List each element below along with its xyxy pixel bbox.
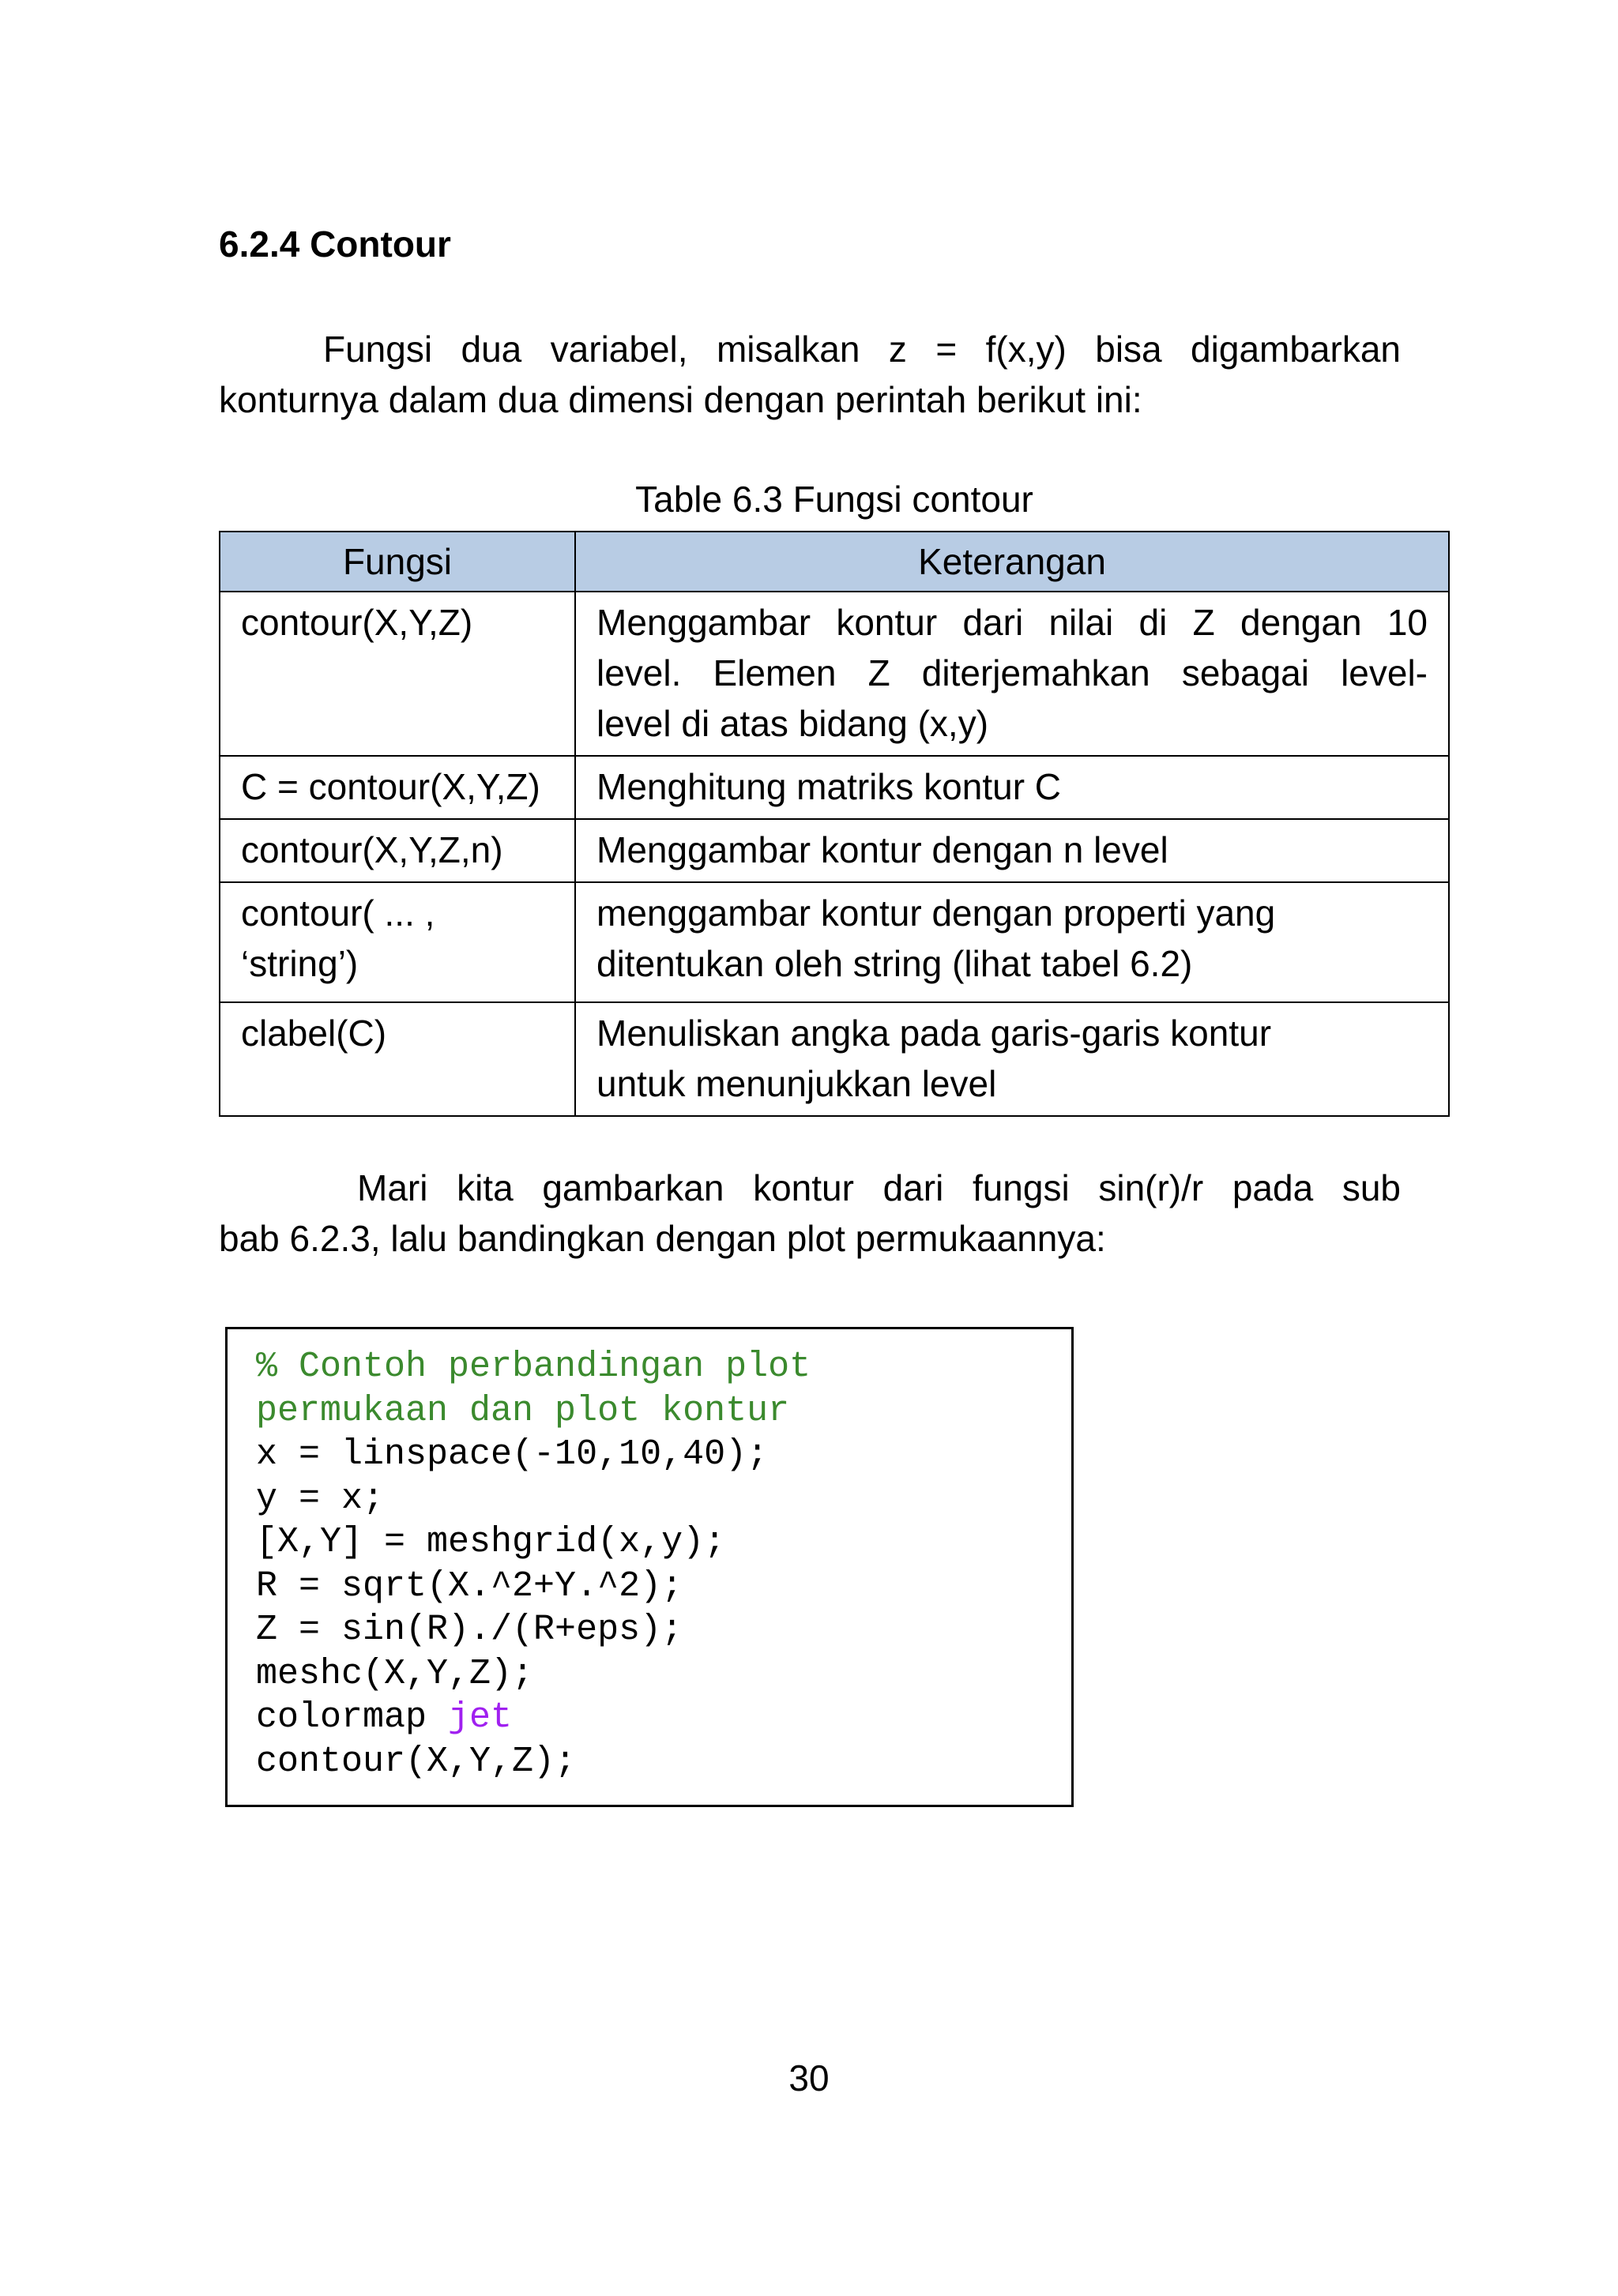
keterangan-text: Menghitung matriks kontur C	[596, 766, 1062, 807]
code-comment-line: % Contoh perbandingan plot	[256, 1347, 811, 1387]
code-line: Z = sin(R)./(R+eps);	[256, 1610, 683, 1650]
keterangan-cell	[575, 1002, 1449, 1116]
code-line: y = x;	[256, 1478, 385, 1519]
code-line: x = linspace(-10,10,40);	[256, 1434, 769, 1475]
second-line-1: Mari kita gambarkan kontur dari fungsi sin(r)/r pada sub	[357, 1167, 1401, 1208]
keterangan-cell	[575, 756, 1449, 819]
fungsi-cell	[220, 592, 575, 756]
keterangan-text: Menggambar kontur dari nilai di Z dengan 10	[596, 602, 1428, 643]
code-line: [X,Y] = meshgrid(x,y);	[256, 1522, 726, 1562]
fungsi-text: clabel(C)	[241, 1013, 387, 1054]
keterangan-text: Menuliskan angka pada garis-garis kontur	[596, 1013, 1272, 1054]
section-heading: 6.2.4 Contour	[219, 224, 451, 265]
page-number: 30	[788, 2057, 830, 2099]
fungsi-text: contour( ... ,	[241, 892, 435, 934]
keterangan-text: level. Elemen Z diterjemahkan sebagai level-	[596, 652, 1428, 693]
fungsi-cell	[220, 756, 575, 819]
fungsi-text: contour(X,Y,Z)	[241, 602, 473, 643]
contour-function-table	[219, 531, 1450, 1117]
second-paragraph	[219, 1163, 1401, 1264]
keterangan-text: level di atas bidang (x,y)	[596, 703, 989, 744]
keterangan-text: Menggambar kontur dengan n level	[596, 829, 1168, 870]
table-row	[220, 882, 1449, 1002]
keterangan-cell	[575, 819, 1449, 882]
table-row	[220, 1002, 1449, 1116]
code-line: contour(X,Y,Z);	[256, 1741, 577, 1782]
table-row	[220, 819, 1449, 882]
fungsi-text: ‘string’)	[241, 943, 359, 984]
keterangan-text: menggambar kontur dengan properti yang	[596, 892, 1276, 934]
keterangan-text: ditentukan oleh string (lihat tabel 6.2)	[596, 943, 1193, 984]
code-keyword: jet	[448, 1697, 513, 1738]
table-row	[220, 592, 1449, 756]
table-row	[220, 756, 1449, 819]
keterangan-cell	[575, 592, 1449, 756]
fungsi-cell	[220, 882, 575, 1002]
code-listing	[225, 1327, 1074, 1807]
keterangan-cell	[575, 882, 1449, 1002]
fungsi-text: contour(X,Y,Z,n)	[241, 829, 503, 870]
header-keterangan: Keterangan	[575, 532, 1449, 592]
intro-line-1: Fungsi dua variabel, misalkan z = f(x,y) bisa digambarkan	[323, 329, 1401, 370]
code-command: colormap	[256, 1697, 449, 1738]
code-line: R = sqrt(X.^2+Y.^2);	[256, 1565, 683, 1606]
fungsi-cell	[220, 819, 575, 882]
keterangan-text: untuk menunjukkan level	[596, 1063, 997, 1104]
second-line-2: bab 6.2.3, lalu bandingkan dengan plot permukaannya:	[219, 1218, 1106, 1259]
intro-paragraph	[219, 324, 1401, 425]
intro-line-2: konturnya dalam dua dimensi dengan perintah berikut ini:	[219, 379, 1142, 420]
code-line: meshc(X,Y,Z);	[256, 1653, 534, 1694]
table-caption: Table 6.3 Fungsi contour	[635, 479, 1033, 520]
table-header-row	[220, 532, 1449, 592]
fungsi-cell	[220, 1002, 575, 1116]
fungsi-text: C = contour(X,Y,Z)	[241, 766, 540, 807]
code-comment-line: permukaan dan plot kontur	[256, 1390, 790, 1431]
header-fungsi: Fungsi	[220, 532, 575, 592]
code-line	[256, 1696, 1071, 1740]
